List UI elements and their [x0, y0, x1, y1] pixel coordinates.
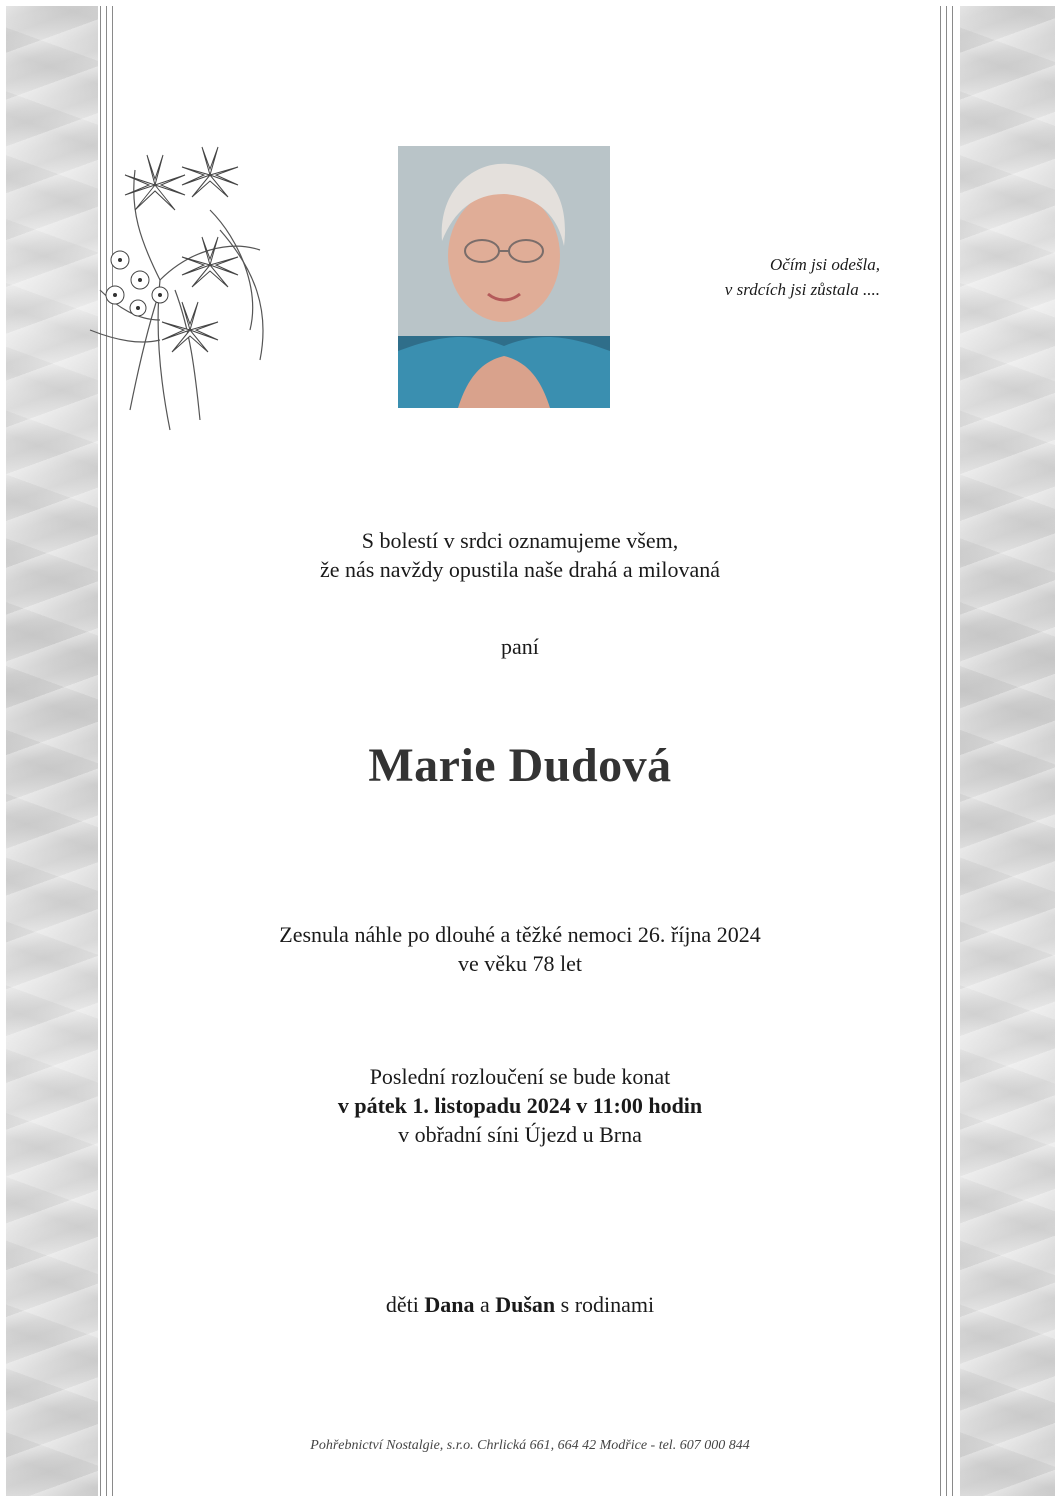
funeral-datetime: v pátek 1. listopadu 2024 v 11:00 hodin: [337, 1093, 703, 1118]
death-line: ve věku 78 let: [457, 951, 583, 976]
salutation: paní: [501, 634, 539, 659]
portrait-photo: [398, 146, 610, 408]
frame-line: [946, 6, 947, 1496]
funeral-info: [120, 1062, 920, 1149]
mourners-prefix: děti: [385, 1292, 419, 1317]
mourners-suffix: s rodinami: [560, 1292, 655, 1317]
mourners-conjunction: a: [479, 1292, 490, 1317]
funeral-line: Poslední rozloučení se bude konat: [369, 1064, 671, 1089]
motto-line: v srdcích jsi zůstala ....: [724, 280, 880, 299]
funeral-home-footer: Pohřebnictví Nostalgie, s.r.o. Chrlická 661, 664 42 Modřice - tel. 607 000 844: [310, 1438, 750, 1453]
announcement-line: S bolestí v srdci oznamujeme všem,: [361, 528, 679, 553]
motto-line: Očím jsi odešla,: [769, 255, 880, 274]
lily-bouquet-illustration: [60, 130, 280, 440]
announcement-line: že nás navždy opustila naše drahá a milovaná: [319, 557, 721, 582]
frame-line: [952, 6, 953, 1496]
mourner-name: Dana: [424, 1292, 475, 1317]
marble-border-right: [960, 6, 1055, 1496]
frame-line: [940, 6, 941, 1496]
mourners: [120, 1290, 920, 1319]
motto: [640, 252, 880, 302]
announcement: [120, 526, 920, 584]
deceased-name: Marie Dudová: [368, 739, 672, 792]
death-info: [120, 920, 920, 978]
death-line: Zesnula náhle po dlouhé a těžké nemoci 26. října 2024: [279, 922, 761, 947]
mourner-name: Dušan: [495, 1292, 556, 1317]
funeral-location: v obřadní síni Újezd u Brna: [398, 1122, 642, 1147]
